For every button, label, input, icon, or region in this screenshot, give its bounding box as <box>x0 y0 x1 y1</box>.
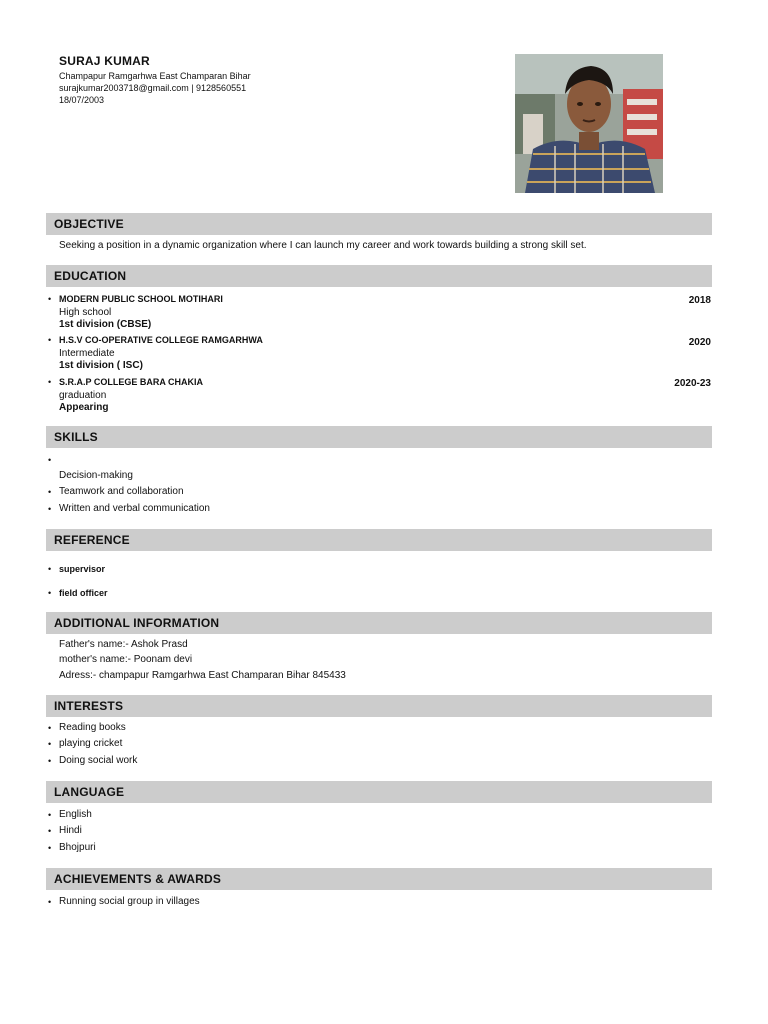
education-header: EDUCATION <box>46 265 712 287</box>
achievements-section <box>46 868 712 890</box>
education-school: MODERN PUBLIC SCHOOL MOTIHARI <box>59 294 223 304</box>
additional-section <box>46 612 712 634</box>
full-address: Adress:- champapur Ramgarhwa East Champaran Bihar 845433 <box>59 670 346 681</box>
education-result: Appearing <box>59 402 109 413</box>
objective-section <box>46 213 712 235</box>
bullet-icon: • <box>48 294 52 304</box>
bullet-icon: • <box>48 588 52 598</box>
skills-section <box>46 426 712 448</box>
education-result: 1st division ( ISC) <box>59 360 143 371</box>
reference-header: REFERENCE <box>46 529 712 551</box>
interest-item: Doing social work <box>59 755 138 766</box>
education-section <box>46 265 712 287</box>
bullet-icon: • <box>48 335 52 345</box>
interest-item: Reading books <box>59 722 126 733</box>
bullet-icon: • <box>48 739 52 749</box>
bullet-icon: • <box>48 756 52 766</box>
bullet-icon: • <box>48 455 52 465</box>
achievements-header: ACHIEVEMENTS & AWARDS <box>46 868 712 890</box>
skill-item: Written and verbal communication <box>59 503 210 514</box>
education-year: 2020-23 <box>674 378 711 389</box>
education-year: 2018 <box>688 295 711 306</box>
bullet-icon: • <box>48 487 52 497</box>
bullet-icon: • <box>48 504 52 514</box>
address: Champapur Ramgarhwa East Champaran Bihar <box>59 71 251 81</box>
additional-header: ADDITIONAL INFORMATION <box>46 612 712 634</box>
skill-item: Decision-making <box>59 470 133 481</box>
objective-text: Seeking a position in a dynamic organization where I can launch my career and work towards building a strong skill set. <box>59 240 587 251</box>
skill-item: Teamwork and collaboration <box>59 486 184 497</box>
education-year: 2020 <box>688 337 711 348</box>
date-of-birth: 18/07/2003 <box>59 95 105 105</box>
bullet-icon: • <box>48 810 52 820</box>
achievement-item: Running social group in villages <box>59 896 200 907</box>
objective-header: OBJECTIVE <box>46 213 712 235</box>
bullet-icon: • <box>48 377 52 387</box>
interests-section <box>46 695 712 717</box>
interest-item: playing cricket <box>59 738 123 749</box>
language-section <box>46 781 712 803</box>
education-level: graduation <box>59 390 107 401</box>
reference-section <box>46 529 712 551</box>
language-item: Hindi <box>59 825 82 836</box>
reference-item: supervisor <box>59 564 106 574</box>
education-level: Intermediate <box>59 348 115 359</box>
language-item: Bhojpuri <box>59 842 96 853</box>
reference-item: field officer <box>59 588 108 598</box>
candidate-name: SURAJ KUMAR <box>59 54 150 68</box>
profile-photo <box>515 54 663 193</box>
skills-header: SKILLS <box>46 426 712 448</box>
interests-header: INTERESTS <box>46 695 712 717</box>
email-phone: surajkumar2003718@gmail.com | 9128560551 <box>59 83 247 93</box>
language-header: LANGUAGE <box>46 781 712 803</box>
education-school: S.R.A.P COLLEGE BARA CHAKIA <box>59 377 204 387</box>
bullet-icon: • <box>48 897 52 907</box>
fathers-name: Father's name:- Ashok Prasd <box>59 639 188 650</box>
bullet-icon: • <box>48 723 52 733</box>
bullet-icon: • <box>48 564 52 574</box>
education-school: H.S.V CO-OPERATIVE COLLEGE RAMGARHWA <box>59 335 263 345</box>
education-level: High school <box>59 307 112 318</box>
education-result: 1st division (CBSE) <box>59 319 152 330</box>
bullet-icon: • <box>48 843 52 853</box>
mothers-name: mother's name:- Poonam devi <box>59 654 193 665</box>
language-item: English <box>59 809 92 820</box>
bullet-icon: • <box>48 826 52 836</box>
